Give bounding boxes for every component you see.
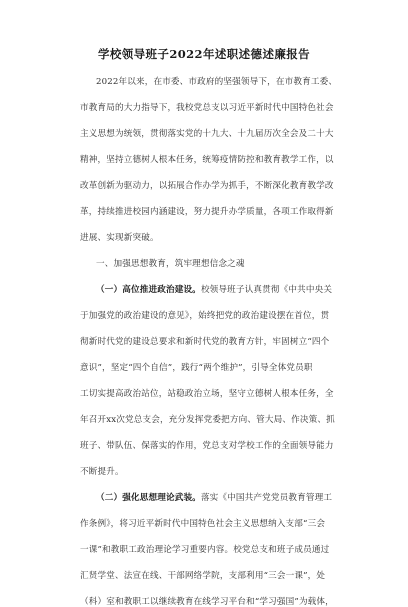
paragraph-line: 2022年以来，在市委、市政府的坚强领导下，在市教育工委、: [96, 77, 338, 87]
subsection-first-line: [96, 283, 332, 295]
paragraph-line: 市教育局的大力指导下，我校党总支以习近平新时代中国特色社会: [80, 103, 334, 113]
paragraph-line: 彻新时代党的建设总要求和新时代党的教育方针，牢固树立“四个: [80, 337, 330, 347]
paragraph-line: （科）室和教职工以继续教育在线学习平台和“学习强国”为载体，: [80, 597, 334, 607]
subsection-first-line: [96, 491, 332, 503]
paragraph-line: 一课”和教职工政治理论学习重要内容。校党总支和班子成员通过: [80, 545, 330, 555]
paragraph-line: 意识”，坚定“四个自信”，践行“两个维护”，引导全体党员职: [80, 363, 313, 373]
subsection-text: 落实《中国共产党党员教育管理工: [200, 493, 333, 503]
document-title: 学校领导班子2022年述职述德述廉报告: [97, 47, 311, 61]
section-heading: 一、加强思想教育，筑牢理想信念之魂: [96, 259, 245, 269]
paragraph-line: 进展、实现新突破。: [80, 233, 159, 243]
paragraph-line: 汇贤学堂、法宣在线、干部网络学院，支部利用“三会一课”，处: [80, 571, 326, 581]
paragraph-line: 于加强党的政治建设的意见》，始终把党的政治建设摆在首位，贯: [80, 311, 330, 321]
paragraph-line: 作条例》，将习近平新时代中国特色社会主义思想纳入支部“三会: [80, 519, 326, 529]
subsection-heading: （一）高位推进政治建设。: [96, 285, 201, 295]
subsection-text: 校领导班子认真贯彻《中共中央关: [200, 285, 333, 295]
paragraph-line: 革，持续推进校园内涵建设，努力提升办学质量，各项工作取得新: [80, 207, 334, 217]
paragraph-line: 工切实提高政治站位，站稳政治立场，坚守立德树人根本任务，全: [80, 389, 334, 399]
paragraph-line: 精神，坚持立德树人根本任务，统筹疫情防控和教育教学工作，以: [80, 155, 334, 165]
paragraph-line: 主义思想为统领，贯彻落实党的十九大、十九届历次全会及二十大: [80, 129, 334, 139]
subsection-heading: （二）强化思想理论武装。: [96, 493, 201, 503]
paragraph-line: 班子、带队伍、保落实的作用，党总支对学校工作的全面领导能力: [80, 441, 334, 451]
paragraph-line: 年召开xx次党总支会，充分发挥党委把方向、管大局、作决策、抓: [80, 415, 335, 425]
paragraph-line: 改革创新为驱动力，以拓展合作办学为抓手，不断深化教育教学改: [80, 181, 334, 191]
paragraph-line: 不断提升。: [80, 467, 124, 477]
